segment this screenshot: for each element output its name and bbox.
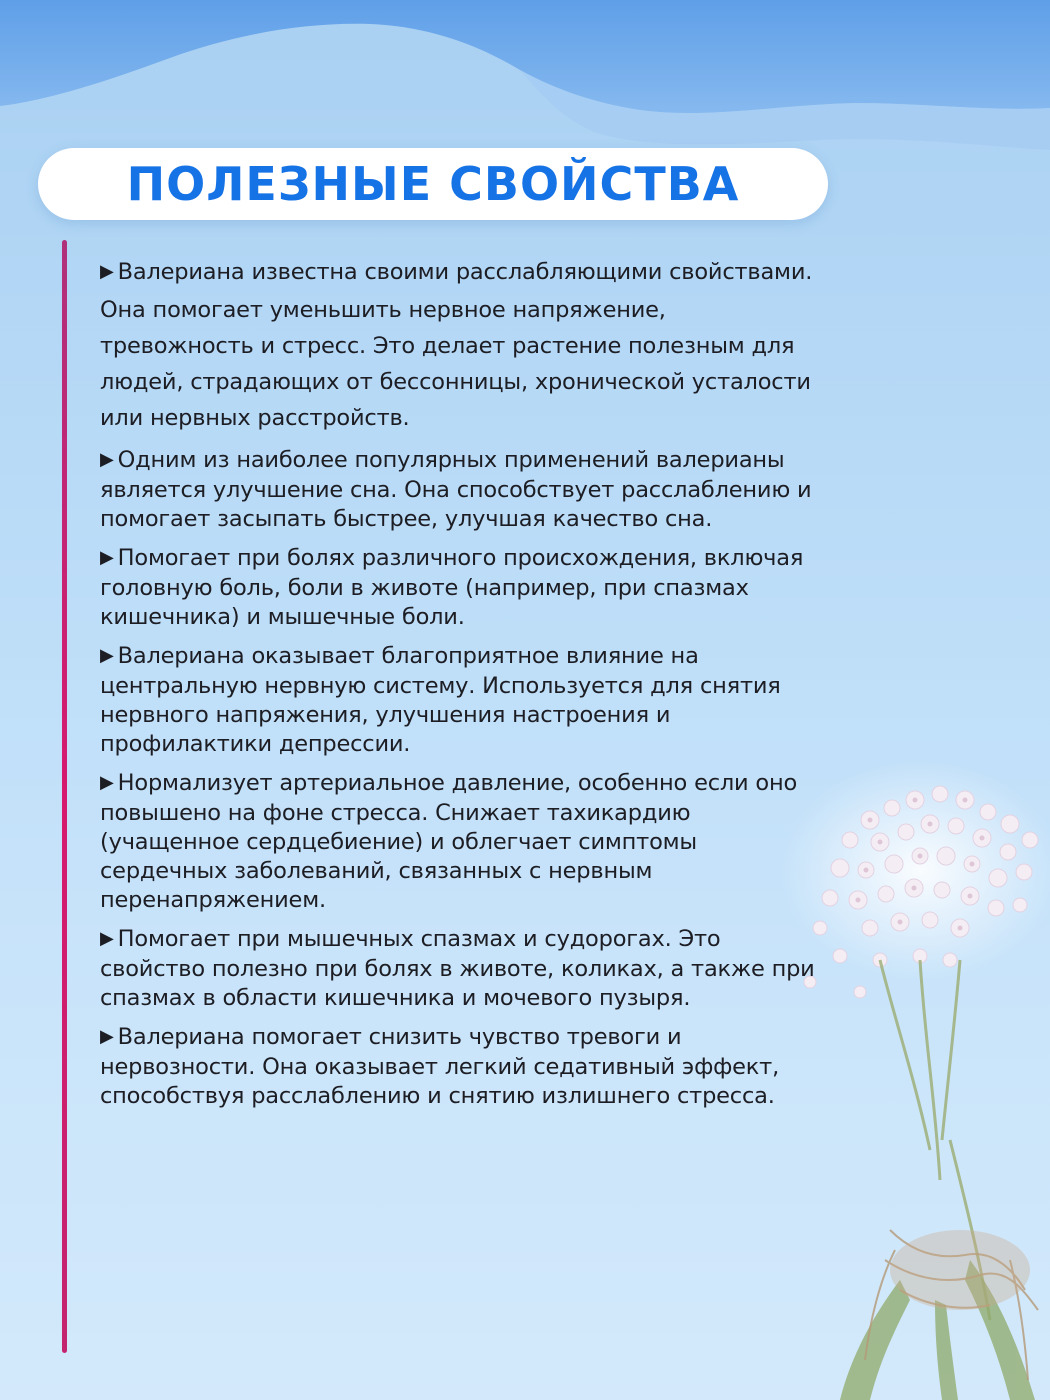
title-banner [38,148,828,220]
properties-list [100,254,820,1111]
list-item [100,769,820,915]
bullet-icon: ▶ [100,645,114,666]
list-item [100,925,820,1013]
list-item-text: Нормализует артериальное давление, особенно если оно повышено на фоне стресса. Снижает тахикардию (учащенное сердцебиение) и облегчает симптомы сердечных заболеваний, связанных с нервным перенапряжением. [100,770,798,913]
list-item-text: Валериана оказывает благоприятное влияние на центральную нервную систему. Используется для снятия нервного напряжения, улучшения настроения и профилактики депрессии. [100,643,781,757]
bullet-icon: ▶ [100,772,114,793]
list-item [100,1023,820,1111]
list-item-text: Одним из наиболее популярных применений валерианы является улучшение сна. Она способствует расслаблению и помогает засыпать быстрее, улучшая качество сна. [100,447,812,532]
list-item-text: Валериана помогает снизить чувство тревоги и нервозности. Она оказывает легкий седативный эффект, способствуя расслаблению и снятию излишнего стресса. [100,1024,780,1109]
bullet-icon: ▶ [100,547,114,568]
list-item [100,446,820,534]
list-item-text: Валериана известна своими расслабляющими свойствами. Она помогает уменьшить нервное напряжение, тревожность и стресс. Это делает растение полезным для людей, страдающих от бессонницы, хронической усталости или нервных расстройств. [100,259,813,431]
bullet-icon: ▶ [100,1026,114,1047]
list-item [100,642,820,759]
bullet-icon: ▶ [100,261,114,282]
bullet-icon: ▶ [100,449,114,470]
list-item-text: Помогает при болях различного происхождения, включая головную боль, боли в животе (например, при спазмах кишечника) и мышечные боли. [100,545,804,630]
list-item [100,254,820,436]
top-wave-decoration [0,0,1050,150]
bullet-icon: ▶ [100,928,114,949]
page-title: ПОЛЕЗНЫЕ СВОЙСТВА [126,157,740,211]
list-item [100,544,820,632]
accent-bar [62,240,67,1353]
list-item-text: Помогает при мышечных спазмах и судорогах. Это свойство полезно при болях в животе, коликах, а также при спазмах в области кишечника и мочевого пузыря. [100,926,815,1011]
